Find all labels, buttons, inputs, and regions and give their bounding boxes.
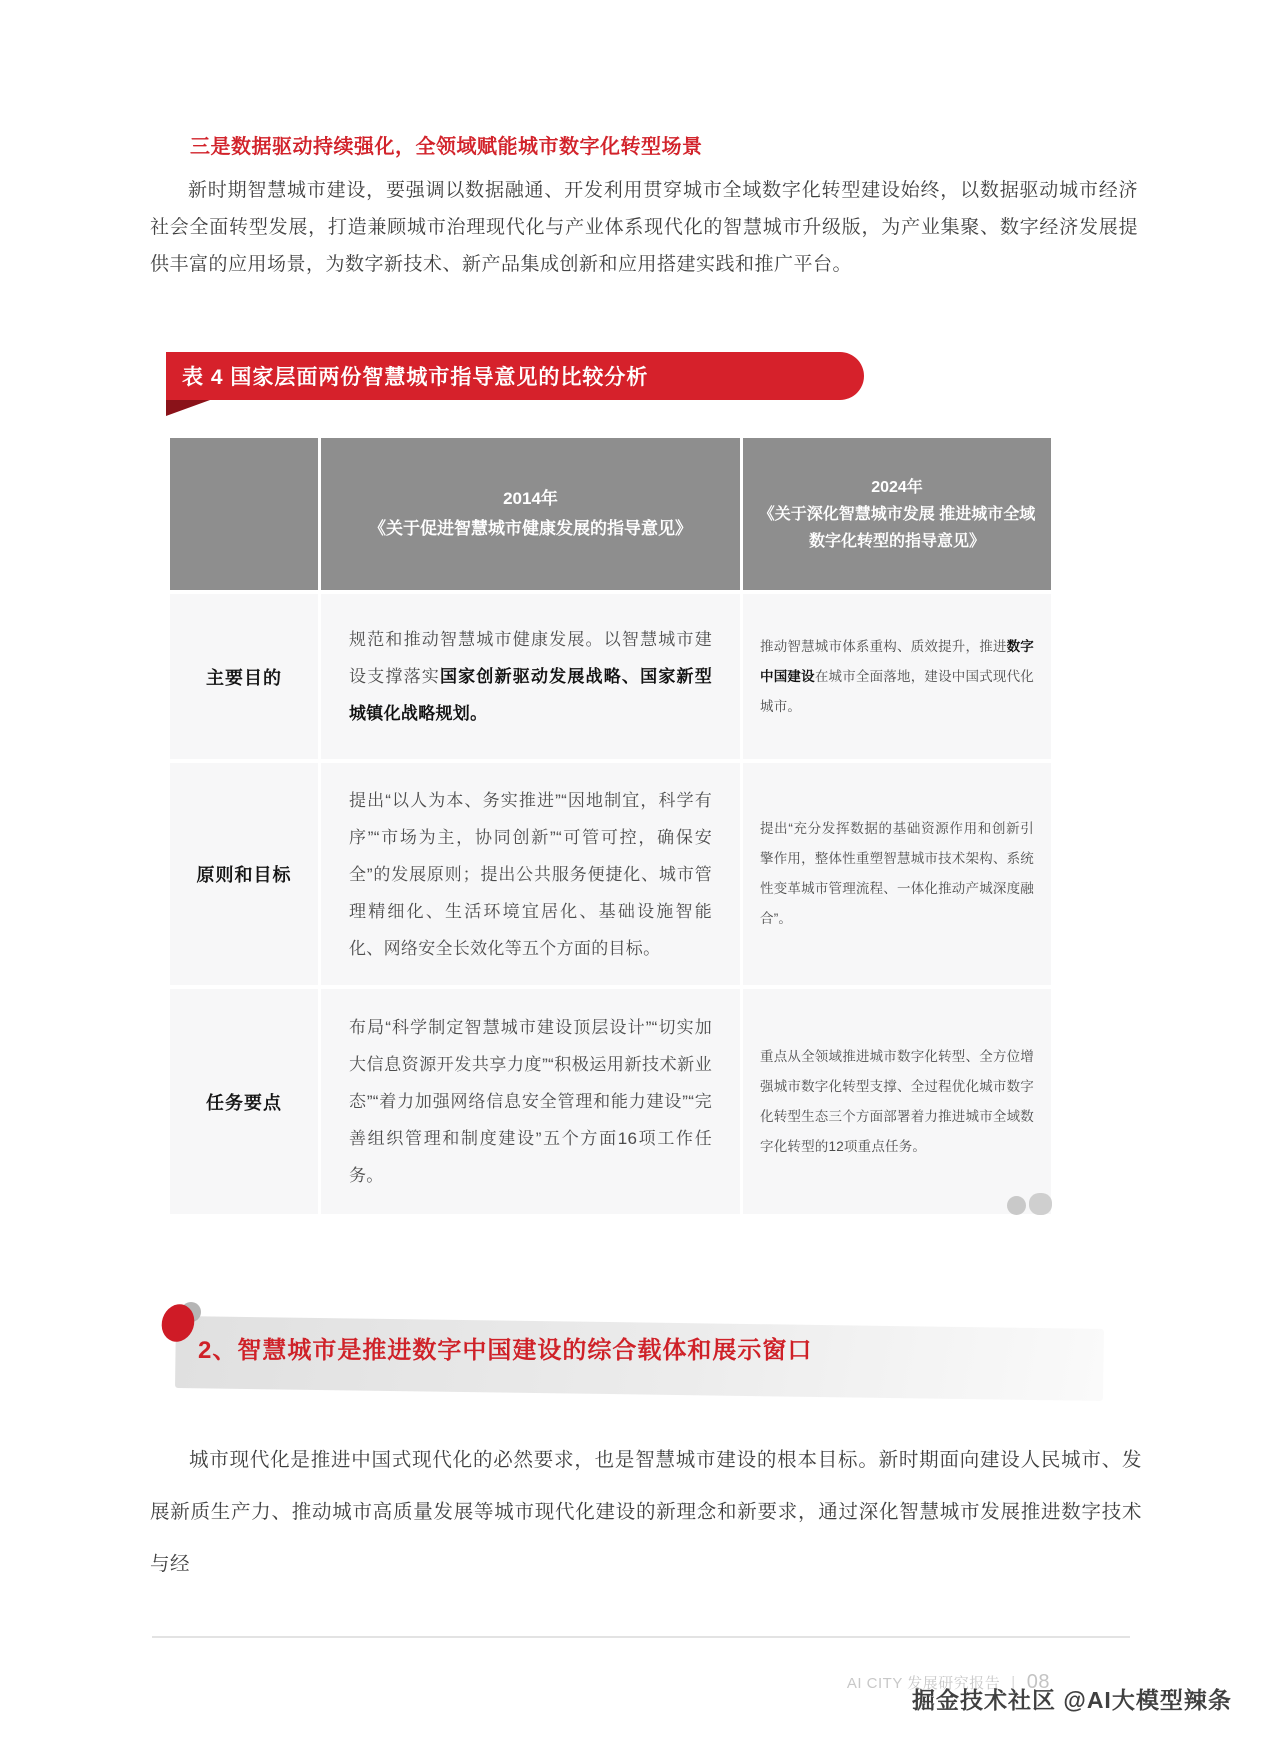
- header-2014-doc: 《关于促进智慧城市健康发展的指导意见》: [369, 519, 692, 538]
- text-segment: 在城市全面落地，建设中国式现代化城市。: [760, 668, 1035, 714]
- table-title-banner: [166, 352, 864, 400]
- cell-2024-purpose-text: [760, 632, 1034, 722]
- text-segment: 推动智慧城市体系重构、质效提升，推进: [760, 638, 1007, 654]
- cell-2014-purpose-text: [349, 621, 712, 732]
- table-title: 表 4 国家层面两份智慧城市指导意见的比较分析: [182, 366, 649, 389]
- watermark: 掘金技术社区 @AI大模型辣条: [912, 1687, 1232, 1713]
- row-label-purpose: 主要目的: [170, 594, 318, 759]
- row-label-principles: 原则和目标: [170, 763, 318, 985]
- header-2014-year: 2014年: [503, 489, 558, 508]
- cell-2014-principles: [321, 763, 740, 985]
- subsection-heading: 三是数据驱动持续强化，全领域赋能城市数字化转型场景: [190, 136, 703, 158]
- page-number: 08: [1026, 1671, 1050, 1693]
- report-title: AI CITY 发展研究报告: [846, 1675, 1001, 1692]
- decorative-dot: [1007, 1196, 1026, 1215]
- cell-2024-principles: [743, 763, 1051, 985]
- section-heading: 2、智慧城市是推进数字中国建设的综合载体和展示窗口: [198, 1337, 813, 1364]
- cell-2014-tasks-text: 布局“科学制定智慧城市建设顶层设计”“切实加大信息资源开发共享力度”“积极运用新技术新业态”“着力加强网络信息安全管理和能力建设”“完善组织管理和制度建设”五个方面16项工作任务。: [349, 1018, 712, 1185]
- text-segment-bold: 国家创新驱动发展战略、国家新型城镇化战略规划。: [349, 667, 713, 723]
- table-header-2024: [743, 438, 1051, 590]
- text-segment-bold: 数字中国建设: [760, 638, 1035, 684]
- cell-2024-tasks: [743, 989, 1051, 1214]
- table-header-empty: [170, 438, 318, 590]
- body-paragraph: 城市现代化是推进中国式现代化的必然要求，也是智慧城市建设的根本目标。新时期面向建设人民城市、发展新质生产力、推动城市高质量发展等城市现代化建设的新理念和新要求，通过深化智慧城市发展推进数字技术与经: [150, 1449, 1142, 1575]
- row-label-tasks: 任务要点: [170, 989, 318, 1214]
- cell-2014-principles-text: 提出“以人为本、务实推进”“因地制宜，科学有序”“市场为主，协同创新”“可管可控，确保安全”的发展原则；提出公共服务便捷化、城市管理精细化、生活环境宜居化、基础设施智能化、网络安全长效化等五个方面的目标。: [349, 790, 712, 958]
- comparison-table: [170, 438, 1051, 1214]
- text-segment: 规范和推动智慧城市健康发展。以智慧城市建设支撑落实: [349, 630, 712, 686]
- intro-paragraph: 新时期智慧城市建设，要强调以数据融通、开发利用贯穿城市全域数字化转型建设始终，以数据驱动城市经济社会全面转型发展，打造兼顾城市治理现代化与产业体系现代化的智慧城市升级版，为产业集聚、数字经济发展提供丰富的应用场景，为数字新技术、新产品集成创新和应用搭建实践和推广平台。: [150, 180, 1138, 275]
- banner-fold-ribbon: [166, 400, 210, 416]
- cell-2014-tasks: [321, 989, 740, 1214]
- cell-2024-purpose: [743, 594, 1051, 759]
- cell-2024-tasks-text: 重点从全领域推进城市数字化转型、全方位增强城市数字化转型支撑、全过程优化城市数字化转型生态三个方面部署着力推进城市全域数字化转型的12项重点任务。: [760, 1048, 1034, 1154]
- cell-2024-principles-text: 提出“充分发挥数据的基础资源作用和创新引擎作用，整体性重塑智慧城市技术架构、系统性变革城市管理流程、一体化推动产城深度融合”。: [760, 821, 1034, 926]
- footer-separator: 丨: [1006, 1675, 1021, 1691]
- header-2024-doc: 《关于深化智慧城市发展 推进城市全域数字化转型的指导意见》: [758, 505, 1036, 550]
- table-header-2014: [321, 438, 740, 590]
- footer-divider: [152, 1636, 1130, 1638]
- cell-2014-purpose: [321, 594, 740, 759]
- decorative-dot: [1029, 1193, 1052, 1215]
- header-2024-year: 2024年: [871, 478, 923, 496]
